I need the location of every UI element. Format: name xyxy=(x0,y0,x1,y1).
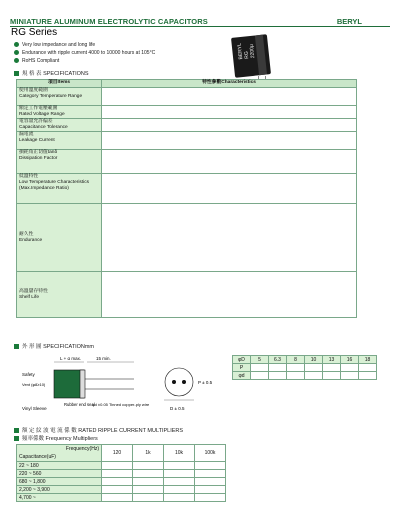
drawing-copper: φd ±0.05 Tinned copper-ply wire xyxy=(92,402,150,407)
feature-item: Endurance with ripple current 4000 to 10000 hours at 105°C xyxy=(14,49,155,57)
bullet-icon xyxy=(14,58,19,63)
ripple-table xyxy=(16,444,226,502)
freq-col: 10k xyxy=(164,445,195,462)
cap-header: Capacitance(uF) xyxy=(19,454,56,460)
table-row: 漏電流 Leakage Current xyxy=(17,132,357,150)
table-row: φD 5 6.3 8 10 13 16 18 xyxy=(233,356,377,364)
header-title: MINIATURE ALUMINUM ELECTROLYTIC CAPACITORS xyxy=(10,17,208,26)
spec-table xyxy=(16,79,357,318)
series-title: RG Series xyxy=(11,27,58,38)
section-title-specifications: 規 格 表 SPECIFICATIONS xyxy=(14,69,89,77)
freq-col: 1k xyxy=(133,445,164,462)
dimension-table xyxy=(232,355,377,380)
table-row: 22 ~ 180 xyxy=(17,462,226,470)
table-row: 4,700 ~ xyxy=(17,494,226,502)
table-row: 使用溫度範圍 Category Temperature Range xyxy=(17,88,357,106)
table-row: 220 ~ 560 xyxy=(17,470,226,478)
table-row: 損耗角正切值tanδ Dissipation Factor xyxy=(17,150,357,174)
drawing-l-label: L + α max. xyxy=(60,356,82,361)
drawing-p-label: P ± 0.5 xyxy=(198,380,213,385)
spec-header-items: 項目Items xyxy=(17,80,102,88)
table-row: 低溫特性 Low Temperature Characteristics (Max.Impedance Ratio) xyxy=(17,174,357,204)
bullet-icon xyxy=(14,50,19,55)
table-row: 高溫儲存特性 Shelf Life xyxy=(17,272,357,318)
square-icon xyxy=(14,436,19,441)
freq-header: Frequency(Hz) xyxy=(65,446,99,452)
square-icon xyxy=(14,428,19,433)
frequency-subtitle: 頻率係數 Frequency Multipliers xyxy=(14,434,98,442)
section-title-dimensions: 外 形 圖 SPECIFICATIONmm xyxy=(14,342,94,350)
table-row: φd xyxy=(233,372,377,380)
table-row: 680 ~ 1,800 xyxy=(17,478,226,486)
header-brand: BERYL xyxy=(336,17,362,26)
bullet-icon xyxy=(14,42,19,47)
feature-item: RoHS Compliant xyxy=(14,57,59,65)
dimension-drawing xyxy=(14,348,224,416)
table-row: P xyxy=(233,364,377,372)
freq-col: 100k xyxy=(195,445,226,462)
table-row: 額定工作電壓範圍 Rated Voltage Range xyxy=(17,106,357,119)
drawing-vent: Vent (φ8≥10) xyxy=(22,382,46,387)
drawing-d-label: D ± 0.5 xyxy=(170,406,185,411)
table-row: 電容量允許偏差 Capacitance Tolerance xyxy=(17,119,357,132)
section-title-ripple: 額 定 紋 波 電 流 係 數 RATED RIPPLE CURRENT MULTIPLIERS xyxy=(14,426,183,434)
spec-header-characteristics: 特性參數Characteristics xyxy=(102,80,357,88)
drawing-lead-label: 15 min. xyxy=(96,356,111,361)
drawing-safety: Safety xyxy=(22,372,35,377)
table-row: 2,200 ~ 3,900 xyxy=(17,486,226,494)
capacitor-image: BERYL RG 2200μ xyxy=(231,34,271,78)
drawing-sleeve: Vinyl Sleeve xyxy=(22,406,47,411)
table-row xyxy=(17,445,226,462)
square-icon xyxy=(14,71,19,76)
drawing-rubber: Rubber end seal xyxy=(64,402,95,407)
table-row: 耐久性 Endurance xyxy=(17,204,357,272)
feature-item: Very low impedance and long life xyxy=(14,41,95,49)
freq-col: 120 xyxy=(102,445,133,462)
page-header xyxy=(10,17,390,27)
